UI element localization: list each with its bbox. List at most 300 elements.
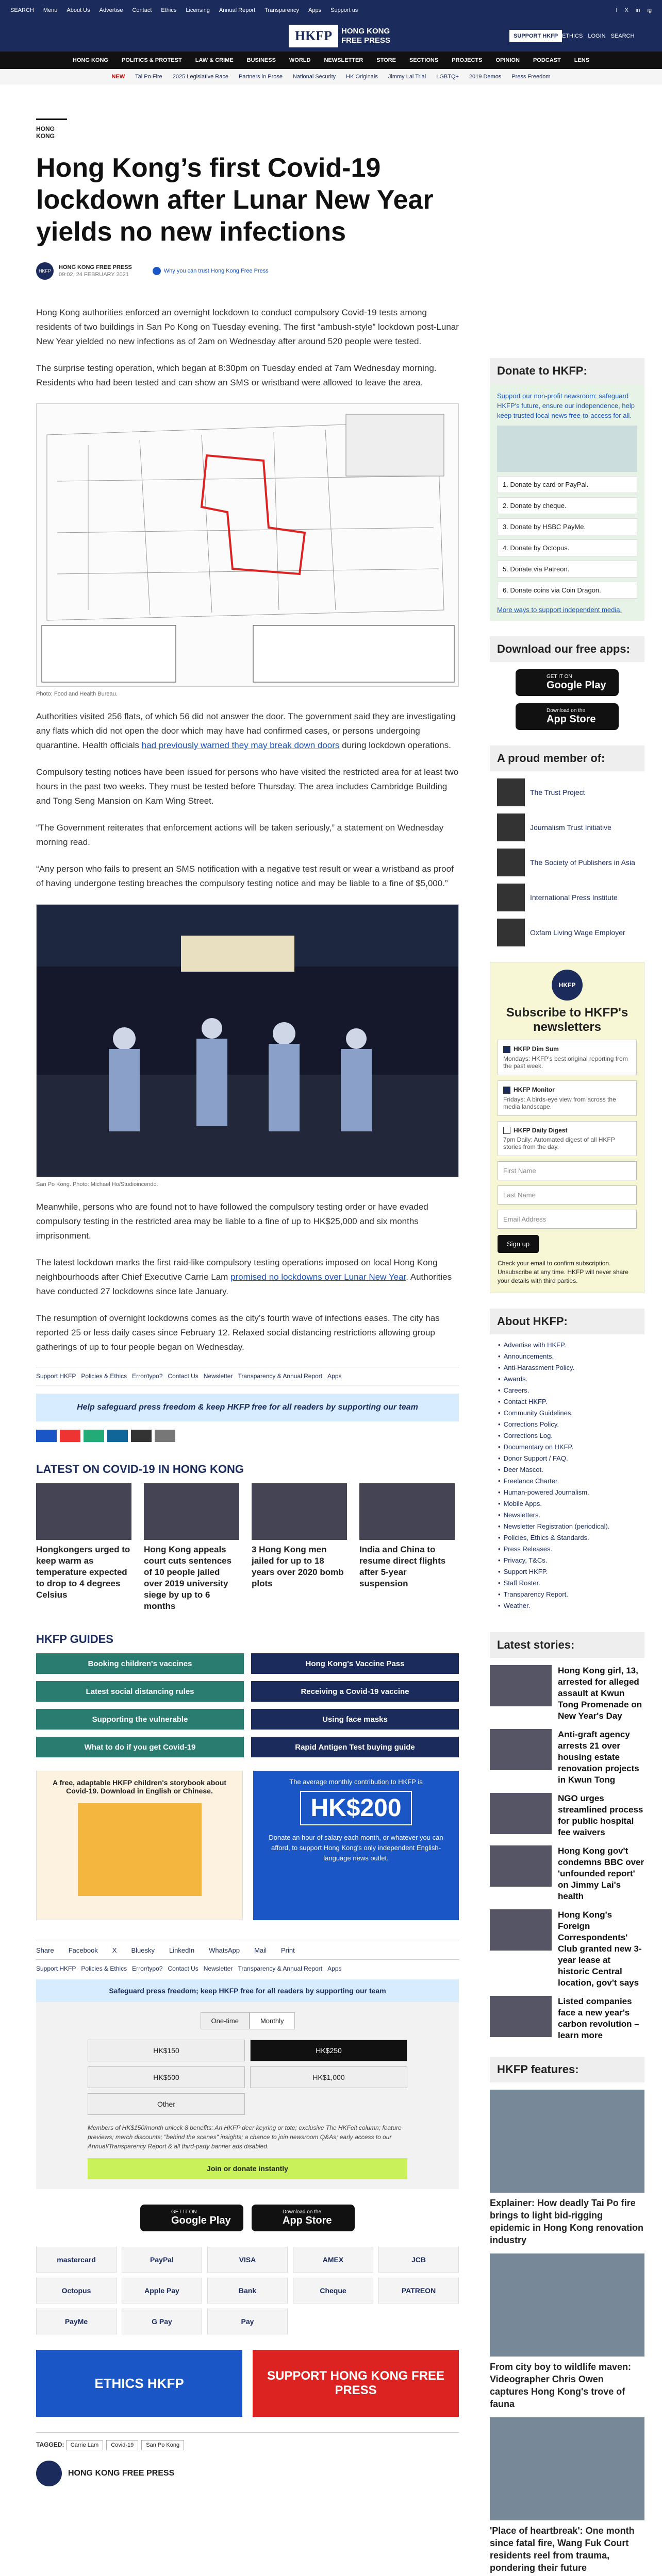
donate-option-5[interactable]: 6. Donate coins via Coin Dragon. (497, 582, 637, 599)
about-item-11[interactable] (498, 1464, 636, 1476)
guide-button-3[interactable]: Receiving a Covid-19 vaccine (251, 1681, 459, 1702)
donate-intro[interactable]: Support our non-profit newsroom: safeguard HKFP's future, ensure our independence, help keep trusted local news free-to-access for all. (497, 392, 635, 419)
nav-item-3[interactable]: BUSINESS (246, 57, 276, 63)
app-store-button-bottom[interactable] (252, 2205, 355, 2231)
member-3[interactable] (497, 884, 637, 911)
paragraph-3 (36, 709, 459, 753)
google-play-button[interactable] (516, 669, 619, 696)
paragraph-8 (36, 1256, 459, 1299)
payment-6: Apple Pay (122, 2278, 202, 2303)
donate-amount-4[interactable]: Other (88, 2093, 245, 2115)
social-icon-3[interactable]: ig (647, 7, 652, 13)
about-item-label: Deer Mascot. (503, 1466, 543, 1474)
about-item-label: Weather. (503, 1602, 531, 1610)
payment-strip (36, 1430, 459, 1442)
about-item-label: Contact HKFP. (503, 1398, 548, 1406)
about-item-3[interactable] (498, 1374, 636, 1385)
bullet: • (498, 1602, 501, 1610)
newsletter-option-desc: Fridays: A birds-eye view from across the media landscape. (503, 1095, 616, 1110)
feature-title: 'Place of heartbreak': One month since fatal fire, Wang Fuk Court residents reel from trauma, pondering their future (490, 2526, 635, 2573)
gpay-icon (155, 1430, 175, 1442)
trust-link[interactable] (153, 267, 269, 275)
member-4[interactable] (497, 919, 637, 946)
payment-2: VISA (207, 2247, 288, 2273)
share-1[interactable]: Facebook (68, 1946, 98, 1954)
donate-option-3[interactable]: 4. Donate by Octopus. (497, 539, 637, 556)
story-title: Hong Kong appeals court cuts sentences of 10 people jailed over 2019 university siege by up to 6 months (144, 1545, 232, 1611)
p3-text-b: during lockdown operations. (339, 740, 451, 750)
support-banner[interactable]: Help safeguard press freedom & keep HKFP free for all readers by supporting our team (36, 1394, 459, 1421)
footer-link-4[interactable]: Newsletter (203, 1372, 233, 1380)
footer-link-2-0[interactable]: Support HKFP (36, 1965, 76, 1972)
footer-link-2[interactable]: Error/typo? (132, 1372, 163, 1380)
about-item-12[interactable] (498, 1476, 636, 1487)
donate-widget-banner[interactable]: Safeguard press freedom; keep HKFP free for all readers by supporting our team (36, 1979, 459, 2002)
trending-nav (0, 69, 662, 84)
social-icon-0[interactable]: f (616, 7, 618, 13)
donate-more-link[interactable]: More ways to support independent media. (497, 606, 622, 614)
donate-option-1[interactable]: 2. Donate by cheque. (497, 497, 637, 514)
tag-0[interactable]: Carrie Lam (66, 2440, 103, 2450)
member-name: International Press Institute (530, 893, 618, 902)
latest-stories (490, 1665, 644, 2041)
about-item-22[interactable] (498, 1589, 636, 1600)
newsletter-option-desc: 7pm Daily: Automated digest of all HKFP stories from the day. (503, 1136, 615, 1151)
tag-list (66, 2441, 187, 2448)
gp-big: Google Play (171, 2215, 231, 2226)
feature-image (490, 2090, 644, 2193)
member-1[interactable] (497, 814, 637, 841)
storybook-cover (78, 1803, 202, 1896)
about-item-13[interactable] (498, 1487, 636, 1498)
about-item-label: Community Guidelines. (503, 1409, 573, 1417)
newsletter-option-0[interactable] (498, 1040, 637, 1075)
logo-line-2: FREE PRESS (341, 36, 391, 45)
tags-label: TAGGED: (36, 2441, 64, 2448)
bullet: • (498, 1500, 501, 1508)
about-item-23[interactable] (498, 1600, 636, 1612)
story-card[interactable] (252, 1483, 347, 1612)
tag-1[interactable]: Covid-19 (106, 2440, 138, 2450)
footer-link-2-4[interactable]: Newsletter (203, 1965, 233, 1972)
feature-1[interactable] (490, 2253, 644, 2410)
site-header (0, 21, 662, 52)
nav-item-2[interactable]: LAW & CRIME (195, 57, 234, 63)
newsletter-option-2[interactable] (498, 1121, 637, 1157)
bullet: • (498, 1409, 501, 1417)
p8-text-a: The latest lockdown marks the first raid-like compulsory testing operations imposed on local Hong Kong neighbourhoods after Chief Executive Carrie Lam (36, 1258, 438, 1282)
member-2[interactable] (497, 849, 637, 876)
nav-item-0[interactable]: HONG KONG (72, 57, 108, 63)
latest-title: NGO urges streamlined process for public hospital fee waivers (558, 1793, 643, 1838)
topbar-link-2[interactable]: About Us (67, 7, 90, 13)
about-item-label: Press Releases. (503, 1545, 553, 1553)
guide-button-5[interactable]: Using face masks (251, 1709, 459, 1730)
trending-new-badge: NEW (111, 74, 125, 80)
donate-cta-button[interactable]: Join or donate instantly (88, 2158, 407, 2179)
bullet: • (498, 1375, 501, 1383)
support-hkfp-button[interactable]: SUPPORT HKFP (509, 30, 562, 42)
tags (36, 2432, 459, 2450)
bullet: • (498, 1341, 501, 1349)
latest-story-2[interactable] (490, 1793, 644, 1838)
about-item-label: Transparency Report. (503, 1590, 568, 1599)
author-avatar-bottom (36, 2461, 62, 2486)
guide-button-2[interactable]: Latest social distancing rules (36, 1681, 244, 1702)
nav-item-8[interactable]: PROJECTS (452, 57, 483, 63)
logo-line-1: HONG KONG (341, 27, 390, 36)
about-item-label: Awards. (503, 1375, 528, 1383)
latest-thumb (490, 1845, 552, 1887)
story-thumb (144, 1483, 239, 1540)
payment-12: Pay (207, 2309, 288, 2334)
apps-title: Download our free apps: (490, 636, 644, 662)
payment-9: PATREON (378, 2278, 459, 2303)
footer-link-5[interactable]: Transparency & Annual Report (238, 1372, 323, 1380)
promo-cards (36, 1771, 459, 1920)
donate-amount-3[interactable]: HK$1,000 (250, 2066, 407, 2088)
latest-title: Hong Kong girl, 13, arrested for alleged assault at Kwun Tong Promenade on New Year's Day (558, 1666, 642, 1721)
newsletter-option-row (503, 1127, 631, 1134)
feature-image (490, 2417, 644, 2520)
donate-image (497, 426, 637, 472)
latest-thumb (490, 1665, 552, 1706)
about-item-label: Donor Support / FAQ. (503, 1454, 568, 1463)
latest-story-5[interactable] (490, 1996, 644, 2041)
paragraph-4: Compulsory testing notices have been issued for persons who have visited the restricted area for at least two hours in the past two weeks. They must be tested before Thursday. The area includes Cambridge Building and Tong Seng Mansion on Kam Wing Street. (36, 767, 459, 806)
nav-item-5[interactable]: NEWSLETTER (324, 57, 363, 63)
nav-item-4[interactable]: WORLD (289, 57, 311, 63)
member-logo-icon (497, 884, 525, 911)
payment-10: PayMe (36, 2309, 117, 2334)
story-card[interactable] (144, 1483, 239, 1612)
trending-item-1[interactable]: 2025 Legislative Race (172, 74, 228, 80)
p3-text-a: Authorities visited 256 flats, of which 56 did not answer the door. The government said they are investigating any flats which did not open the door which may have had confirmed cases, or persons undergoing quarantine. Health officials (36, 711, 456, 750)
latest-thumb (490, 1996, 552, 2037)
newsletter-option-title: HKFP Monitor (514, 1086, 555, 1093)
donate-box (490, 384, 644, 621)
about-item-10[interactable] (498, 1453, 636, 1464)
story-title: India and China to resume direct flights after 5-year suspension (359, 1545, 446, 1588)
guide-button-6[interactable]: What to do if you get Covid-19 (36, 1737, 244, 1757)
latest-story-4[interactable] (490, 1909, 644, 1989)
member-name: Journalism Trust Initiative (530, 823, 611, 832)
story-thumb (252, 1483, 347, 1540)
bullet: • (498, 1466, 501, 1474)
newsletter-field-1[interactable]: Last Name (498, 1185, 637, 1205)
share-5[interactable]: WhatsApp (209, 1946, 240, 1954)
about-item-label: Corrections Log. (503, 1432, 553, 1440)
about-item-5[interactable] (498, 1396, 636, 1408)
about-item-15[interactable] (498, 1510, 636, 1521)
san-po-kong-photo (36, 904, 459, 1177)
topbar-link-7[interactable]: Annual Report (219, 7, 256, 13)
about-item-19[interactable] (498, 1555, 636, 1566)
payment-0: mastercard (36, 2247, 117, 2273)
payment-5: Octopus (36, 2278, 117, 2303)
newsletter-option-row (503, 1045, 631, 1053)
gp-big-side: Google Play (547, 680, 606, 691)
share-6[interactable]: Mail (254, 1946, 267, 1954)
about-item-14[interactable] (498, 1498, 636, 1510)
paragraph-2: The surprise testing operation, which began at 8:30pm on Tuesday ended at 7am Wednesday morning. Residents who had been tested and can show an SMS or wristband were allowed to leave the area. (36, 363, 437, 387)
about-title: About HKFP: (490, 1309, 644, 1334)
features-title: HKFP features: (490, 2057, 644, 2082)
topbar-link-8[interactable]: Transparency (264, 7, 300, 13)
trending-item-7[interactable]: 2019 Demos (469, 74, 502, 80)
newsletter-title: Subscribe to HKFP's newsletters (506, 1006, 628, 1034)
about-item-20[interactable] (498, 1566, 636, 1578)
about-item-label: Announcements. (503, 1352, 554, 1361)
newsletter-option-row (503, 1086, 631, 1094)
bullet: • (498, 1352, 501, 1361)
donate-note: Members of HK$150/month unlock 8 benefits: An HKFP deer keyring or tote; exclusive The HKFelt column; feature previews; merch discounts; "behind the scenes" insights; a chance to join newsroom Q&As; early access to our Annual/Transparency Report & all third-party banner ads disabled. (88, 2124, 402, 2150)
ethics-card[interactable]: ETHICS HKFP (36, 2350, 242, 2417)
header-mini-1[interactable]: LOGIN (588, 33, 606, 39)
storybook-promo-title: A free, adaptable HKFP children's storybook about Covid-19. Download in English or Chinese. (52, 1778, 227, 1795)
trending-item-5[interactable]: Jimmy Lai Trial (388, 74, 426, 80)
trending-item-0[interactable]: Tai Po Fire (135, 74, 162, 80)
donate-amount-2[interactable]: HK$500 (88, 2066, 245, 2088)
byline-date: 09:02, 24 FEBRUARY 2021 (59, 272, 129, 278)
about-item-16[interactable] (498, 1521, 636, 1532)
trending-item-4[interactable]: HK Originals (346, 74, 378, 80)
latest-story-3[interactable] (490, 1845, 644, 1902)
bottom-cards (36, 2350, 459, 2417)
social-links (616, 0, 652, 21)
newsletter-field-0[interactable]: First Name (498, 1161, 637, 1180)
topbar-link-4[interactable]: Contact (132, 7, 152, 13)
newsletter-option-desc: Mondays: HKFP's best original reporting from the past week. (503, 1055, 628, 1070)
checkbox-icon (503, 1087, 510, 1094)
topbar-link-9[interactable]: Apps (308, 7, 322, 13)
share-7[interactable]: Print (280, 1946, 295, 1954)
payment-7: Bank (207, 2278, 288, 2303)
story-title: 3 Hong Kong men jailed for up to 18 years over 2020 bomb plots (252, 1545, 344, 1588)
nav-item-7[interactable]: SECTIONS (409, 57, 439, 63)
about-item-label: Privacy, T&Cs. (503, 1556, 548, 1565)
about-item-label: Anti-Harassment Policy. (503, 1364, 575, 1372)
lockdown-map (37, 404, 458, 686)
gp-small-side: GET IT ON (547, 674, 572, 680)
donate-title: Donate to HKFP: (490, 358, 644, 384)
trending-item-6[interactable]: LGBTQ+ (436, 74, 459, 80)
feature-image (490, 2253, 644, 2357)
latest-title: Listed companies face a new year's carbon revolution – learn more (558, 1996, 639, 2041)
byline-org[interactable]: HONG KONG FREE PRESS (59, 264, 132, 270)
donate-amount-1[interactable]: HK$250 (250, 2040, 407, 2061)
about-item-17[interactable] (498, 1532, 636, 1544)
header-mini-links (562, 33, 634, 39)
newsletter-option-1[interactable] (498, 1080, 637, 1116)
donate-options (497, 476, 637, 599)
bullet: • (498, 1511, 501, 1519)
payment-8: Cheque (293, 2278, 373, 2303)
footer-link-2-3[interactable]: Contact Us (168, 1965, 198, 1972)
guides-title: HKFP GUIDES (36, 1633, 113, 1646)
footer-link-1[interactable]: Policies & Ethics (81, 1372, 127, 1380)
trust-icon (153, 267, 161, 275)
about-item-0[interactable] (498, 1340, 636, 1351)
header-mini-2[interactable]: SEARCH (610, 33, 635, 39)
donate-tab-0[interactable]: One-time (201, 2012, 250, 2029)
topbar-link-10[interactable]: Support us (330, 7, 358, 13)
about-item-label: Documentary on HKFP. (503, 1443, 574, 1451)
latest-covid-title: LATEST ON COVID-19 IN HONG KONG (36, 1463, 244, 1476)
bullet: • (498, 1443, 501, 1451)
member-logo-icon (497, 919, 525, 946)
app-store-button[interactable] (516, 703, 619, 730)
payment-3: AMEX (293, 2247, 373, 2273)
nav-item-1[interactable]: POLITICS & PROTEST (121, 57, 182, 63)
latest-title: Hong Kong's Foreign Correspondents' Club granted new 3-year lease at historic Central location, gov't says (558, 1910, 642, 1988)
social-icon-2[interactable]: in (635, 7, 640, 13)
latest-title: Hong Kong gov't condemns BBC over 'unfounded report' on Jimmy Lai's health (558, 1846, 644, 1902)
share-0: Share (36, 1946, 54, 1954)
donation-promo-kicker: The average monthly contribution to HKFP is (289, 1778, 423, 1786)
member-logo-icon (497, 849, 525, 876)
amex-icon (107, 1430, 128, 1442)
storybook-promo[interactable] (36, 1771, 243, 1920)
footer-link-0[interactable]: Support HKFP (36, 1372, 76, 1380)
donate-option-0[interactable]: 1. Donate by card or PayPal. (497, 476, 637, 493)
sidebar (490, 358, 644, 2574)
footer-link-6[interactable]: Apps (327, 1372, 342, 1380)
bullet: • (498, 1488, 501, 1497)
article-kicker[interactable]: HONG KONG (36, 118, 67, 140)
latest-story-1[interactable] (490, 1729, 644, 1786)
bullet: • (498, 1398, 501, 1406)
about-item-9[interactable] (498, 1442, 636, 1453)
checkbox-icon (503, 1127, 510, 1134)
newsletter-field-2[interactable]: Email Address (498, 1210, 637, 1229)
bullet: • (498, 1579, 501, 1587)
guide-button-7[interactable]: Rapid Antigen Test buying guide (251, 1737, 459, 1757)
about-item-2[interactable] (498, 1362, 636, 1374)
member-logo-icon (497, 778, 525, 806)
nav-item-6[interactable]: STORE (376, 57, 396, 63)
donation-promo-text: Donate an hour of salary each month, or whatever you can afford, to support Hong Kong's only independent English-language news outlet. (269, 1834, 443, 1862)
about-item-6[interactable] (498, 1408, 636, 1419)
donate-tab-1[interactable]: Monthly (250, 2012, 295, 2029)
donate-option-4[interactable]: 5. Donate via Patreon. (497, 561, 637, 578)
support-card[interactable]: SUPPORT HONG KONG FREE PRESS (253, 2350, 459, 2417)
about-item-1[interactable] (498, 1351, 636, 1362)
guide-button-0[interactable]: Booking children's vaccines (36, 1653, 244, 1674)
story-card[interactable] (359, 1483, 455, 1612)
footer-link-2-1[interactable]: Policies & Ethics (81, 1965, 127, 1972)
tag-2[interactable]: San Po Kong (141, 2440, 184, 2450)
p8-text-b: . Authorities have conducted 27 lockdowns since late January. (36, 1272, 452, 1296)
p8-link[interactable]: promised no lockdowns over Lunar New Year (230, 1272, 406, 1282)
article-footer-links-2 (36, 1965, 459, 1972)
article (36, 118, 459, 2486)
donation-promo[interactable] (253, 1771, 459, 1920)
latest-title: Anti-graft agency arrests 21 over housing estate renovation projects in Kwun Tong (558, 1730, 639, 1785)
paragraph-9: The resumption of overnight lockdowns comes as the city’s fourth wave of infections eases. The city has reported 25 or less daily cases since February 12. Relaxed social distancing restrictions allowing group gatherings of up to four people began on Wednesday. (36, 1313, 440, 1352)
about-item-8[interactable] (498, 1430, 636, 1442)
logo-wordmark (341, 27, 390, 45)
trending-item-3[interactable]: National Security (292, 74, 336, 80)
guide-button-1[interactable]: Hong Kong's Vaccine Pass (251, 1653, 459, 1674)
nav-item-9[interactable]: OPINION (495, 57, 520, 63)
author-name[interactable]: HONG KONG FREE PRESS (68, 2469, 175, 2478)
about-item-label: Newsletter Registration (periodical). (503, 1522, 610, 1531)
bullet: • (498, 1386, 501, 1395)
nav-item-10[interactable]: PODCAST (533, 57, 561, 63)
article-app-buttons (36, 2205, 459, 2231)
payment-11: G Pay (122, 2309, 202, 2334)
latest-thumb (490, 1909, 552, 1951)
trending-item-2[interactable]: Partners in Prose (238, 74, 283, 80)
bullet: • (498, 1534, 501, 1542)
donate-option-2[interactable]: 3. Donate by HSBC PayMe. (497, 518, 637, 535)
member-0[interactable] (497, 778, 637, 806)
feature-2[interactable] (490, 2417, 644, 2574)
feature-0[interactable] (490, 2090, 644, 2246)
footer-link-3[interactable]: Contact Us (168, 1372, 198, 1380)
utility-bar (0, 0, 662, 21)
about-item-18[interactable] (498, 1544, 636, 1555)
bullet: • (498, 1454, 501, 1463)
hkfp-logo[interactable]: HKFP (289, 25, 338, 47)
share-4[interactable]: LinkedIn (169, 1946, 195, 1954)
topbar-link-1[interactable]: Menu (43, 7, 58, 13)
as-small-side: Download on the (547, 708, 586, 714)
author-block (36, 2461, 459, 2486)
paragraph-6: “Any person who fails to present an SMS notification with a negative test result or wear a wristband as proof of having undergone testing breaches the compulsory testing notice and may be liable to a fine of $5,000.” (36, 864, 454, 888)
newsletter-option-title: HKFP Dim Sum (514, 1045, 559, 1053)
latest-story-0[interactable] (490, 1665, 644, 1722)
footer-link-2-6[interactable]: Apps (327, 1965, 342, 1972)
story-card[interactable] (36, 1483, 131, 1612)
about-item-7[interactable] (498, 1419, 636, 1430)
newsletter-note: Check your email to confirm subscription. Unsubscribe at any time. HKFP will never share your details with third parties. (498, 1260, 628, 1285)
newsletter-signup-button[interactable]: Sign up (498, 1235, 539, 1253)
paragraph-5: “The Government reiterates that enforcement actions will be taken seriously,” a statement on Wednesday morning read. (36, 823, 444, 847)
lockdown-map-figure (36, 403, 459, 687)
topbar-link-0[interactable]: SEARCH (10, 7, 34, 13)
share-3[interactable]: Bluesky (131, 1946, 155, 1954)
google-play-button-bottom[interactable] (140, 2205, 243, 2231)
topbar-link-5[interactable]: Ethics (161, 7, 177, 13)
guide-button-4[interactable]: Supporting the vulnerable (36, 1709, 244, 1730)
social-icon-1[interactable]: X (624, 7, 628, 13)
donate-amount-0[interactable]: HK$150 (88, 2040, 245, 2061)
footer-link-2-2[interactable]: Error/typo? (132, 1965, 163, 1972)
donation-promo-amount: HK$200 (300, 1791, 411, 1825)
visa-icon (36, 1430, 57, 1442)
share-2[interactable]: X (112, 1946, 117, 1954)
feature-title: Explainer: How deadly Tai Po fire brings to light bid-rigging epidemic in Hong Kong renovation industry (490, 2198, 644, 2246)
footer-link-2-5[interactable]: Transparency & Annual Report (238, 1965, 323, 1972)
story-thumb (359, 1483, 455, 1540)
as-big-side: App Store (547, 714, 596, 725)
p3-link[interactable]: had previously warned they may break down doors (141, 740, 340, 750)
about-item-label: Advertise with HKFP. (503, 1341, 566, 1349)
payment-grid (36, 2247, 459, 2334)
topbar-link-6[interactable]: Licensing (186, 7, 210, 13)
about-item-21[interactable] (498, 1578, 636, 1589)
story-thumb (36, 1483, 131, 1540)
header-mini-0[interactable]: ETHICS (562, 33, 583, 39)
topbar-link-3[interactable]: Advertise (99, 7, 123, 13)
trending-item-8[interactable]: Press Freedom (511, 74, 551, 80)
nav-item-11[interactable]: LENS (574, 57, 590, 63)
about-item-label: Support HKFP. (503, 1568, 548, 1576)
member-name: The Society of Publishers in Asia (530, 858, 635, 867)
about-item-4[interactable] (498, 1385, 636, 1396)
